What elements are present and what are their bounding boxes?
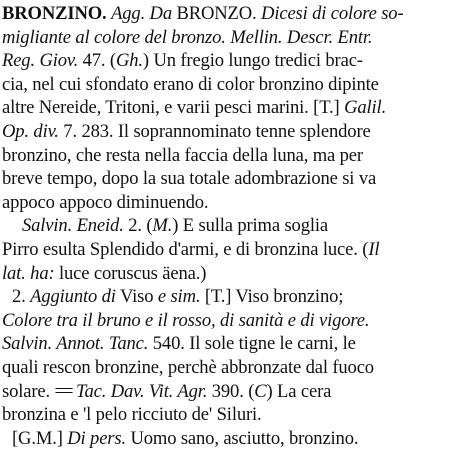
- text-run: bronzina e 'l pelo ricciuto de' Siluri.: [2, 404, 262, 426]
- text-run: Il: [368, 238, 380, 260]
- text-line: [0, 285, 473, 309]
- text-run: cia, nel cui sfondato erano di color bronzino dipinte: [2, 73, 379, 95]
- text-run: [G.M.]: [12, 427, 68, 449]
- text-line: [0, 380, 473, 404]
- text-run: migliante al colore del bronzo. Mellin. Descr. Entr.: [2, 26, 373, 48]
- text-line: [0, 309, 473, 333]
- headword: BRONZINO.: [2, 3, 107, 24]
- text-run: quali rescon bronzine, perchè abbronzate dal fuoco: [2, 356, 374, 378]
- text-run: Gh.: [115, 50, 143, 72]
- text-run: e sim.: [157, 286, 201, 308]
- text-run: Di pers.: [67, 427, 126, 449]
- text-run: 390. (: [207, 380, 255, 402]
- text-line: [0, 73, 473, 97]
- text-run: 7. 283. Il soprannominato tenne splendore: [58, 120, 371, 142]
- text-run: bronzino, che resta nella faccia della luna, ma per: [2, 144, 363, 166]
- text-run: ) Un fregio lungo tredici brac-: [142, 50, 363, 72]
- text-run: Reg. Giov.: [2, 50, 79, 72]
- text-run: luce coruscus äena.): [54, 262, 207, 284]
- text-run: Aggiunto di: [30, 286, 116, 308]
- text-run: Tac. Dav. Vit. Agr.: [75, 380, 208, 402]
- text-run: 540. Il sole tigne le carni, le: [148, 333, 356, 355]
- text-run: Galil.: [344, 97, 387, 119]
- text-run: Op. div.: [2, 120, 59, 142]
- text-run: Colore tra il bruno e il rosso, di sanità e di vigore.: [2, 309, 370, 331]
- text-run: 2.: [12, 286, 31, 308]
- text-run: ==: [54, 380, 72, 402]
- text-line: [0, 2, 473, 26]
- text-run: breve tempo, dopo la sua totale adombrazione si va: [2, 168, 377, 190]
- text-line: [0, 191, 473, 215]
- text-line: [0, 144, 473, 168]
- text-run: Salvin. Eneid.: [22, 215, 124, 237]
- text-run: ) E sulla prima soglia: [172, 215, 328, 237]
- text-run: lat. ha:: [2, 262, 55, 284]
- text-run: Agg. Da: [111, 3, 172, 24]
- text-run: appoco appoco diminuendo.: [2, 191, 209, 213]
- text-run: Viso: [115, 286, 158, 308]
- text-line: [0, 238, 473, 262]
- text-line: [0, 26, 473, 50]
- text-line: [0, 403, 473, 427]
- text-line: [0, 356, 473, 380]
- text-run: Dicesi di colore so-: [261, 3, 404, 24]
- text-run: altre Nereide, Tritoni, e varii pesci marini. [T.]: [2, 97, 345, 119]
- text-run: 47. (: [78, 50, 116, 72]
- text-line: [0, 427, 473, 450]
- text-run: Uomo sano, asciutto, bronzino.: [125, 427, 359, 449]
- text-line: [0, 49, 473, 73]
- text-run: ) La cera: [266, 380, 332, 402]
- text-run: 2. (: [123, 215, 153, 237]
- text-line: [0, 332, 473, 356]
- text-run: solare.: [2, 380, 55, 402]
- text-run: Salvin. Annot. Tanc.: [2, 333, 149, 355]
- text-run: [T.] Viso bronzino;: [200, 286, 344, 308]
- text-run: Pirro esulta Splendido d'armi, e di bronzina luce. (: [2, 238, 369, 260]
- text-line: [0, 96, 473, 120]
- text-run: M.: [152, 215, 173, 237]
- text-run: C: [254, 380, 267, 402]
- text-line: [0, 262, 473, 286]
- text-line: [0, 167, 473, 191]
- text-line: [0, 120, 473, 144]
- text-run: BRONZO.: [172, 3, 262, 24]
- text-line: [0, 214, 473, 238]
